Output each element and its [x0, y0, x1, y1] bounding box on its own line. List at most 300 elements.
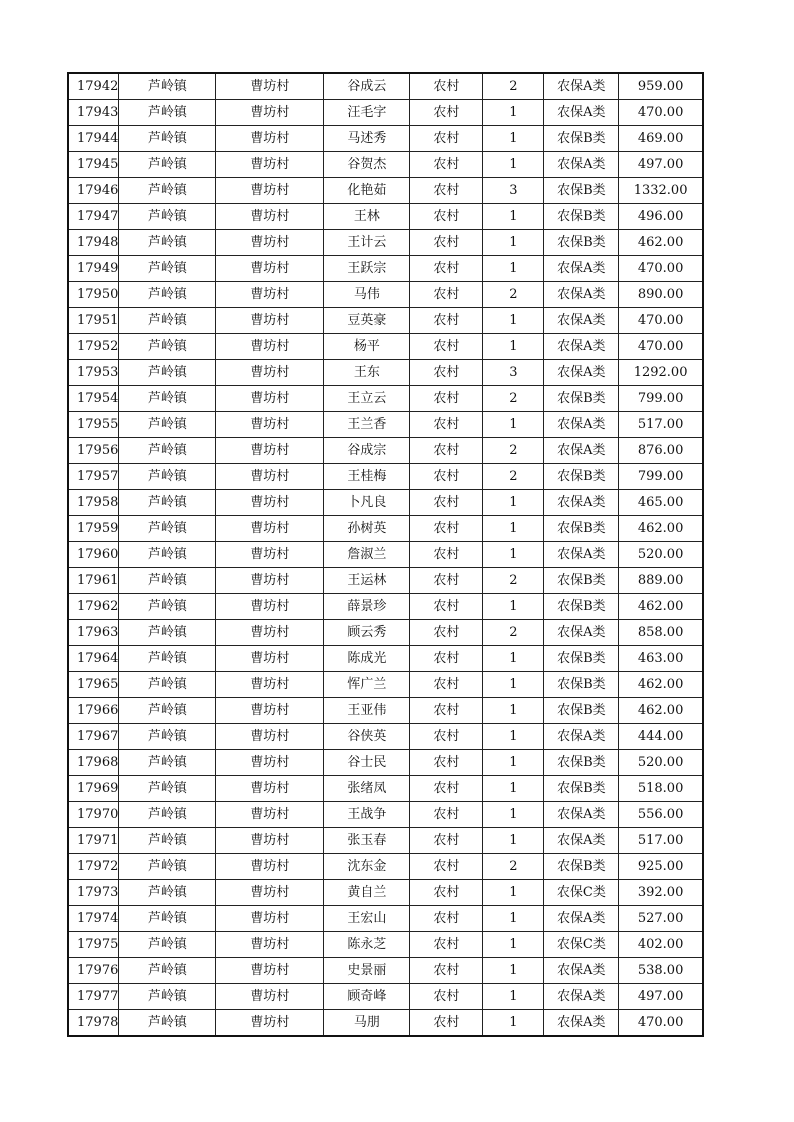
category-cell: 农保B类	[544, 750, 619, 776]
relief-roster-table	[67, 72, 704, 1037]
town-cell: 芦岭镇	[119, 230, 216, 256]
category-cell: 农保B类	[544, 178, 619, 204]
category-cell: 农保A类	[544, 724, 619, 750]
household-type-cell: 农村	[410, 984, 483, 1010]
table-row	[68, 360, 703, 386]
table-row	[68, 698, 703, 724]
persons-cell: 2	[483, 386, 544, 412]
category-cell: 农保B类	[544, 126, 619, 152]
amount-cell: 876.00	[619, 438, 703, 464]
category-cell: 农保B类	[544, 854, 619, 880]
amount-cell: 858.00	[619, 620, 703, 646]
record-id-cell: 17947	[68, 204, 119, 230]
name-cell: 恽广兰	[324, 672, 410, 698]
amount-cell: 556.00	[619, 802, 703, 828]
village-cell: 曹坊村	[216, 646, 324, 672]
category-cell: 农保B类	[544, 204, 619, 230]
record-id-cell: 17960	[68, 542, 119, 568]
village-cell: 曹坊村	[216, 906, 324, 932]
record-id-cell: 17962	[68, 594, 119, 620]
village-cell: 曹坊村	[216, 698, 324, 724]
village-cell: 曹坊村	[216, 152, 324, 178]
village-cell: 曹坊村	[216, 126, 324, 152]
household-type-cell: 农村	[410, 958, 483, 984]
category-cell: 农保A类	[544, 282, 619, 308]
village-cell: 曹坊村	[216, 594, 324, 620]
record-id-cell: 17949	[68, 256, 119, 282]
name-cell: 谷侠英	[324, 724, 410, 750]
town-cell: 芦岭镇	[119, 932, 216, 958]
town-cell: 芦岭镇	[119, 490, 216, 516]
persons-cell: 2	[483, 73, 544, 100]
name-cell: 沈东金	[324, 854, 410, 880]
town-cell: 芦岭镇	[119, 464, 216, 490]
amount-cell: 799.00	[619, 386, 703, 412]
village-cell: 曹坊村	[216, 620, 324, 646]
name-cell: 王跃宗	[324, 256, 410, 282]
household-type-cell: 农村	[410, 152, 483, 178]
table-row	[68, 932, 703, 958]
table-row	[68, 880, 703, 906]
amount-cell: 465.00	[619, 490, 703, 516]
town-cell: 芦岭镇	[119, 906, 216, 932]
name-cell: 谷成宗	[324, 438, 410, 464]
amount-cell: 470.00	[619, 334, 703, 360]
village-cell: 曹坊村	[216, 438, 324, 464]
record-id-cell: 17968	[68, 750, 119, 776]
table-row	[68, 490, 703, 516]
record-id-cell: 17976	[68, 958, 119, 984]
table-row	[68, 906, 703, 932]
name-cell: 王兰香	[324, 412, 410, 438]
village-cell: 曹坊村	[216, 334, 324, 360]
town-cell: 芦岭镇	[119, 672, 216, 698]
village-cell: 曹坊村	[216, 750, 324, 776]
record-id-cell: 17942	[68, 73, 119, 100]
household-type-cell: 农村	[410, 802, 483, 828]
village-cell: 曹坊村	[216, 282, 324, 308]
table-row	[68, 750, 703, 776]
household-type-cell: 农村	[410, 724, 483, 750]
name-cell: 王宏山	[324, 906, 410, 932]
household-type-cell: 农村	[410, 230, 483, 256]
record-id-cell: 17963	[68, 620, 119, 646]
village-cell: 曹坊村	[216, 256, 324, 282]
category-cell: 农保A类	[544, 620, 619, 646]
table-row	[68, 958, 703, 984]
name-cell: 化艳茹	[324, 178, 410, 204]
village-cell: 曹坊村	[216, 516, 324, 542]
town-cell: 芦岭镇	[119, 568, 216, 594]
town-cell: 芦岭镇	[119, 126, 216, 152]
category-cell: 农保B类	[544, 672, 619, 698]
amount-cell: 469.00	[619, 126, 703, 152]
amount-cell: 520.00	[619, 750, 703, 776]
name-cell: 王运林	[324, 568, 410, 594]
town-cell: 芦岭镇	[119, 724, 216, 750]
table-row	[68, 126, 703, 152]
persons-cell: 1	[483, 334, 544, 360]
record-id-cell: 17957	[68, 464, 119, 490]
town-cell: 芦岭镇	[119, 750, 216, 776]
name-cell: 王桂梅	[324, 464, 410, 490]
village-cell: 曹坊村	[216, 412, 324, 438]
name-cell: 谷成云	[324, 73, 410, 100]
table-row	[68, 724, 703, 750]
name-cell: 王东	[324, 360, 410, 386]
village-cell: 曹坊村	[216, 568, 324, 594]
name-cell: 黄自兰	[324, 880, 410, 906]
village-cell: 曹坊村	[216, 724, 324, 750]
category-cell: 农保A类	[544, 802, 619, 828]
name-cell: 陈成光	[324, 646, 410, 672]
table-row	[68, 386, 703, 412]
category-cell: 农保B类	[544, 464, 619, 490]
household-type-cell: 农村	[410, 100, 483, 126]
table-row	[68, 152, 703, 178]
record-id-cell: 17977	[68, 984, 119, 1010]
category-cell: 农保A类	[544, 100, 619, 126]
table-row	[68, 1010, 703, 1037]
category-cell: 农保A类	[544, 906, 619, 932]
category-cell: 农保B类	[544, 646, 619, 672]
name-cell: 谷贺杰	[324, 152, 410, 178]
category-cell: 农保C类	[544, 932, 619, 958]
household-type-cell: 农村	[410, 412, 483, 438]
table-row	[68, 308, 703, 334]
town-cell: 芦岭镇	[119, 438, 216, 464]
name-cell: 王亚伟	[324, 698, 410, 724]
table-row	[68, 516, 703, 542]
village-cell: 曹坊村	[216, 464, 324, 490]
record-id-cell: 17959	[68, 516, 119, 542]
amount-cell: 462.00	[619, 698, 703, 724]
household-type-cell: 农村	[410, 854, 483, 880]
persons-cell: 1	[483, 802, 544, 828]
village-cell: 曹坊村	[216, 672, 324, 698]
name-cell: 顾云秀	[324, 620, 410, 646]
village-cell: 曹坊村	[216, 308, 324, 334]
category-cell: 农保C类	[544, 880, 619, 906]
record-id-cell: 17958	[68, 490, 119, 516]
table-row	[68, 230, 703, 256]
town-cell: 芦岭镇	[119, 776, 216, 802]
category-cell: 农保A类	[544, 984, 619, 1010]
amount-cell: 1332.00	[619, 178, 703, 204]
persons-cell: 1	[483, 1010, 544, 1037]
record-id-cell: 17965	[68, 672, 119, 698]
table-row	[68, 620, 703, 646]
record-id-cell: 17952	[68, 334, 119, 360]
amount-cell: 518.00	[619, 776, 703, 802]
household-type-cell: 农村	[410, 672, 483, 698]
town-cell: 芦岭镇	[119, 73, 216, 100]
category-cell: 农保B类	[544, 698, 619, 724]
name-cell: 顾奇峰	[324, 984, 410, 1010]
amount-cell: 462.00	[619, 672, 703, 698]
persons-cell: 1	[483, 932, 544, 958]
household-type-cell: 农村	[410, 568, 483, 594]
category-cell: 农保A类	[544, 152, 619, 178]
town-cell: 芦岭镇	[119, 880, 216, 906]
amount-cell: 470.00	[619, 256, 703, 282]
table-row	[68, 438, 703, 464]
household-type-cell: 农村	[410, 776, 483, 802]
category-cell: 农保A类	[544, 438, 619, 464]
table-row	[68, 594, 703, 620]
persons-cell: 1	[483, 672, 544, 698]
name-cell: 卜凡良	[324, 490, 410, 516]
record-id-cell: 17970	[68, 802, 119, 828]
town-cell: 芦岭镇	[119, 958, 216, 984]
amount-cell: 538.00	[619, 958, 703, 984]
name-cell: 史景丽	[324, 958, 410, 984]
household-type-cell: 农村	[410, 516, 483, 542]
amount-cell: 959.00	[619, 73, 703, 100]
table-row	[68, 672, 703, 698]
record-id-cell: 17967	[68, 724, 119, 750]
town-cell: 芦岭镇	[119, 542, 216, 568]
persons-cell: 1	[483, 204, 544, 230]
village-cell: 曹坊村	[216, 932, 324, 958]
persons-cell: 1	[483, 724, 544, 750]
village-cell: 曹坊村	[216, 854, 324, 880]
persons-cell: 1	[483, 646, 544, 672]
record-id-cell: 17954	[68, 386, 119, 412]
name-cell: 马述秀	[324, 126, 410, 152]
town-cell: 芦岭镇	[119, 386, 216, 412]
amount-cell: 462.00	[619, 230, 703, 256]
household-type-cell: 农村	[410, 594, 483, 620]
name-cell: 陈永芝	[324, 932, 410, 958]
persons-cell: 1	[483, 516, 544, 542]
persons-cell: 1	[483, 958, 544, 984]
town-cell: 芦岭镇	[119, 256, 216, 282]
category-cell: 农保A类	[544, 490, 619, 516]
persons-cell: 1	[483, 490, 544, 516]
record-id-cell: 17978	[68, 1010, 119, 1037]
name-cell: 张绪凤	[324, 776, 410, 802]
town-cell: 芦岭镇	[119, 178, 216, 204]
amount-cell: 463.00	[619, 646, 703, 672]
category-cell: 农保B类	[544, 594, 619, 620]
table-row	[68, 646, 703, 672]
village-cell: 曹坊村	[216, 828, 324, 854]
record-id-cell: 17974	[68, 906, 119, 932]
amount-cell: 517.00	[619, 412, 703, 438]
village-cell: 曹坊村	[216, 230, 324, 256]
town-cell: 芦岭镇	[119, 594, 216, 620]
town-cell: 芦岭镇	[119, 646, 216, 672]
town-cell: 芦岭镇	[119, 620, 216, 646]
name-cell: 王立云	[324, 386, 410, 412]
persons-cell: 3	[483, 178, 544, 204]
town-cell: 芦岭镇	[119, 204, 216, 230]
amount-cell: 1292.00	[619, 360, 703, 386]
village-cell: 曹坊村	[216, 776, 324, 802]
category-cell: 农保A类	[544, 308, 619, 334]
household-type-cell: 农村	[410, 828, 483, 854]
record-id-cell: 17966	[68, 698, 119, 724]
household-type-cell: 农村	[410, 386, 483, 412]
village-cell: 曹坊村	[216, 386, 324, 412]
persons-cell: 3	[483, 360, 544, 386]
household-type-cell: 农村	[410, 880, 483, 906]
household-type-cell: 农村	[410, 1010, 483, 1037]
category-cell: 农保B类	[544, 568, 619, 594]
village-cell: 曹坊村	[216, 1010, 324, 1037]
household-type-cell: 农村	[410, 126, 483, 152]
persons-cell: 2	[483, 854, 544, 880]
amount-cell: 462.00	[619, 594, 703, 620]
persons-cell: 1	[483, 412, 544, 438]
table-row	[68, 568, 703, 594]
village-cell: 曹坊村	[216, 542, 324, 568]
persons-cell: 1	[483, 984, 544, 1010]
town-cell: 芦岭镇	[119, 100, 216, 126]
amount-cell: 402.00	[619, 932, 703, 958]
amount-cell: 497.00	[619, 984, 703, 1010]
record-id-cell: 17943	[68, 100, 119, 126]
table-row	[68, 256, 703, 282]
town-cell: 芦岭镇	[119, 828, 216, 854]
amount-cell: 520.00	[619, 542, 703, 568]
table-row	[68, 464, 703, 490]
persons-cell: 1	[483, 256, 544, 282]
amount-cell: 517.00	[619, 828, 703, 854]
category-cell: 农保B类	[544, 386, 619, 412]
category-cell: 农保A类	[544, 1010, 619, 1037]
record-id-cell: 17946	[68, 178, 119, 204]
table-row	[68, 828, 703, 854]
name-cell: 王战争	[324, 802, 410, 828]
category-cell: 农保B类	[544, 230, 619, 256]
table-row	[68, 204, 703, 230]
table-row	[68, 100, 703, 126]
household-type-cell: 农村	[410, 698, 483, 724]
record-id-cell: 17969	[68, 776, 119, 802]
category-cell: 农保A类	[544, 958, 619, 984]
town-cell: 芦岭镇	[119, 334, 216, 360]
household-type-cell: 农村	[410, 646, 483, 672]
household-type-cell: 农村	[410, 932, 483, 958]
persons-cell: 1	[483, 542, 544, 568]
village-cell: 曹坊村	[216, 360, 324, 386]
persons-cell: 1	[483, 828, 544, 854]
amount-cell: 890.00	[619, 282, 703, 308]
table-row	[68, 854, 703, 880]
record-id-cell: 17961	[68, 568, 119, 594]
table-row	[68, 178, 703, 204]
category-cell: 农保A类	[544, 256, 619, 282]
persons-cell: 1	[483, 308, 544, 334]
table-row	[68, 282, 703, 308]
amount-cell: 470.00	[619, 1010, 703, 1037]
amount-cell: 444.00	[619, 724, 703, 750]
persons-cell: 2	[483, 568, 544, 594]
record-id-cell: 17944	[68, 126, 119, 152]
household-type-cell: 农村	[410, 178, 483, 204]
persons-cell: 1	[483, 906, 544, 932]
record-id-cell: 17955	[68, 412, 119, 438]
town-cell: 芦岭镇	[119, 360, 216, 386]
amount-cell: 497.00	[619, 152, 703, 178]
record-id-cell: 17948	[68, 230, 119, 256]
name-cell: 张玉春	[324, 828, 410, 854]
town-cell: 芦岭镇	[119, 412, 216, 438]
town-cell: 芦岭镇	[119, 308, 216, 334]
persons-cell: 1	[483, 776, 544, 802]
household-type-cell: 农村	[410, 73, 483, 100]
category-cell: 农保B类	[544, 776, 619, 802]
village-cell: 曹坊村	[216, 73, 324, 100]
category-cell: 农保A类	[544, 412, 619, 438]
record-id-cell: 17973	[68, 880, 119, 906]
town-cell: 芦岭镇	[119, 802, 216, 828]
persons-cell: 2	[483, 438, 544, 464]
record-id-cell: 17972	[68, 854, 119, 880]
record-id-cell: 17945	[68, 152, 119, 178]
table-body	[68, 73, 703, 1036]
household-type-cell: 农村	[410, 256, 483, 282]
town-cell: 芦岭镇	[119, 984, 216, 1010]
household-type-cell: 农村	[410, 360, 483, 386]
name-cell: 杨平	[324, 334, 410, 360]
persons-cell: 1	[483, 126, 544, 152]
village-cell: 曹坊村	[216, 178, 324, 204]
persons-cell: 2	[483, 464, 544, 490]
town-cell: 芦岭镇	[119, 516, 216, 542]
category-cell: 农保A类	[544, 73, 619, 100]
record-id-cell: 17951	[68, 308, 119, 334]
name-cell: 豆英豪	[324, 308, 410, 334]
table-row	[68, 73, 703, 100]
persons-cell: 1	[483, 594, 544, 620]
amount-cell: 462.00	[619, 516, 703, 542]
persons-cell: 2	[483, 282, 544, 308]
table-row	[68, 984, 703, 1010]
household-type-cell: 农村	[410, 308, 483, 334]
record-id-cell: 17975	[68, 932, 119, 958]
amount-cell: 925.00	[619, 854, 703, 880]
household-type-cell: 农村	[410, 464, 483, 490]
persons-cell: 1	[483, 230, 544, 256]
name-cell: 汪毛字	[324, 100, 410, 126]
household-type-cell: 农村	[410, 542, 483, 568]
table-row	[68, 776, 703, 802]
persons-cell: 1	[483, 698, 544, 724]
persons-cell: 1	[483, 750, 544, 776]
name-cell: 詹淑兰	[324, 542, 410, 568]
amount-cell: 496.00	[619, 204, 703, 230]
category-cell: 农保A类	[544, 334, 619, 360]
table-row	[68, 334, 703, 360]
household-type-cell: 农村	[410, 620, 483, 646]
record-id-cell: 17956	[68, 438, 119, 464]
name-cell: 王林	[324, 204, 410, 230]
household-type-cell: 农村	[410, 334, 483, 360]
table-row	[68, 412, 703, 438]
category-cell: 农保B类	[544, 516, 619, 542]
town-cell: 芦岭镇	[119, 282, 216, 308]
amount-cell: 392.00	[619, 880, 703, 906]
village-cell: 曹坊村	[216, 984, 324, 1010]
persons-cell: 2	[483, 620, 544, 646]
village-cell: 曹坊村	[216, 880, 324, 906]
name-cell: 孙树英	[324, 516, 410, 542]
town-cell: 芦岭镇	[119, 698, 216, 724]
amount-cell: 527.00	[619, 906, 703, 932]
